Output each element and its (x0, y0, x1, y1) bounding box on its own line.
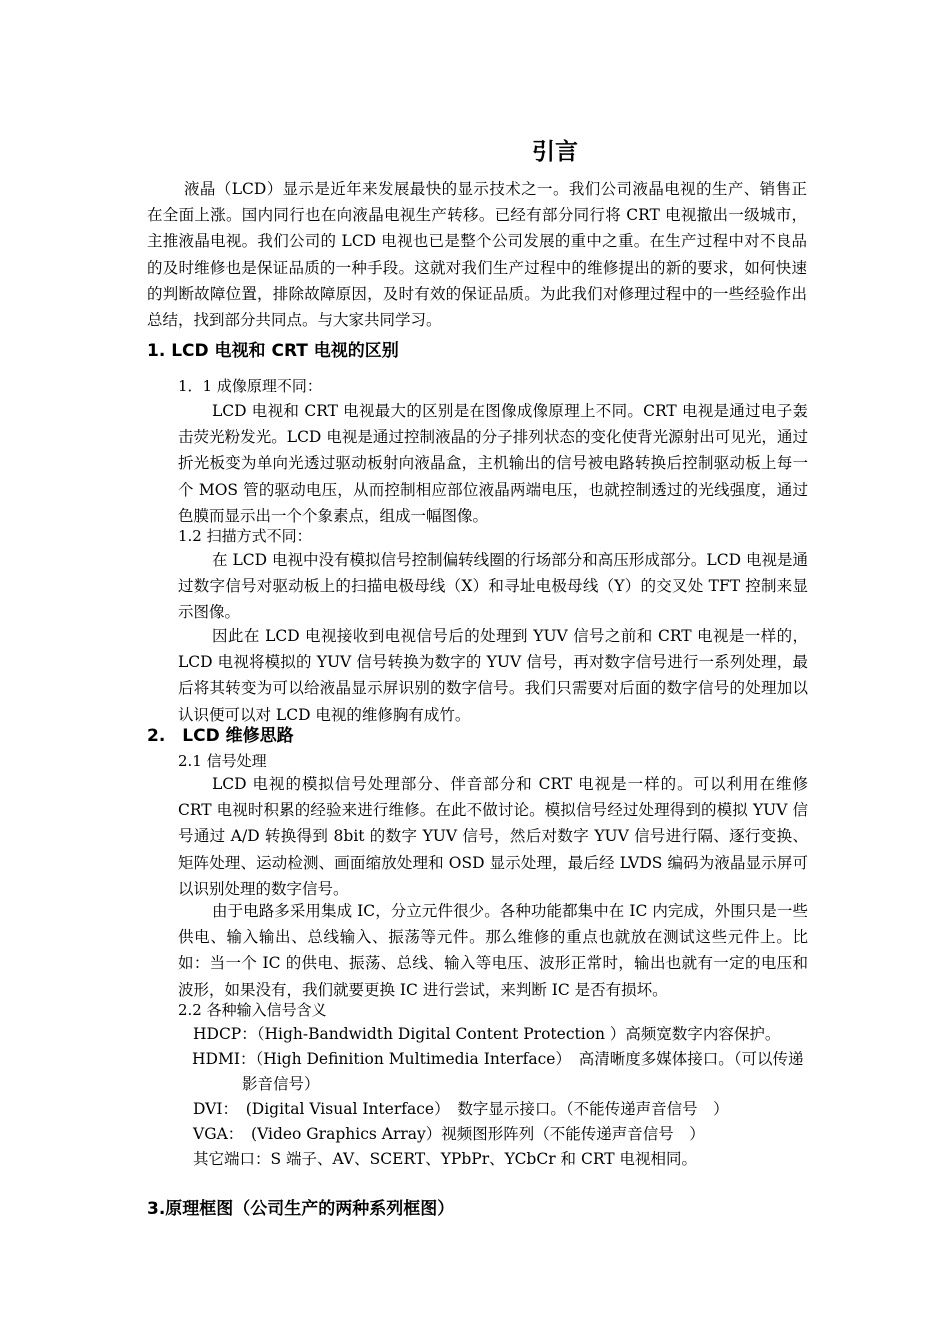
section-1-2-paragraph-1: 在 LCD 电视中没有模拟信号控制偏转线圈的行场部分和高压形成部分。LCD 电视是通过数字信号对驱动板上的扫描电极母线（X）和寻址电极母线（Y）的交叉处 TFT 控制来显示图像。 (178, 551, 808, 622)
section-2-2-heading: 2.2 各种输入信号含义 (178, 1001, 327, 1019)
intro-paragraph: 液晶（LCD）显示是近年来发展最快的显示技术之一。我们公司液晶电视的生产、销售正在全面上涨。国内同行也在向液晶电视生产转移。已经有部分同行将 CRT 电视撤出一级城市，主推液晶电视。我们公司的 LCD 电视也已是整个公司发展的重中之重。在生产过程中对不良品的及时维修也是保证品质的一种手段。这就对我们生产过程中的维修提出的新的要求，如何快速的判断故障位置，排除故障原因，及时有效的保证品质。为此我们对修理过程中的一些经验作出总结，找到部分共同点。与大家共同学习。 (147, 180, 807, 330)
section-1-2-paragraph-2: 因此在 LCD 电视接收到电视信号后的处理到 YUV 信号之前和 CRT 电视是一样的，LCD 电视将模拟的 YUV 信号转换为数字的 YUV 信号，再对数字信号进行一系列处理，最后将其转变为可以给液晶显示屏识别的数字信号。我们只需要对后面的数字信号的处理加以认识便可以对 LCD 电视的维修胸有成竹。 (178, 627, 808, 724)
port-dvi: DVI： (Digital Visual Interface） 数字显示接口。（不能传递声音信号 ） (193, 1100, 729, 1118)
section-1-1-heading: 1．1 成像原理不同： (178, 377, 322, 395)
section-2-heading: 2. LCD 维修思路 (147, 726, 294, 746)
section-3-heading: 3.原理框图（公司生产的两种系列框图） (147, 1199, 455, 1219)
section-1-2-heading: 1.2 扫描方式不同： (178, 527, 312, 545)
section-1-heading: 1. LCD 电视和 CRT 电视的区别 (147, 341, 399, 361)
section-2-1-paragraph-1: LCD 电视的模拟信号处理部分、伴音部分和 CRT 电视是一样的。可以利用在维修 CRT 电视时积累的经验来进行维修。在此不做讨论。模拟信号经过处理得到的模拟 YUV 信号通过 A/D 转换得到 8bit 的数字 YUV 信号，然后对数字 YUV 信号进行隔、逐行变换、矩阵处理、运动检测、画面缩放处理和 OSD 显示处理，最后经 LVDS 编码为液晶显示屏可以识别处理的数字信号。 (178, 775, 808, 898)
section-1-1-paragraph: LCD 电视和 CRT 电视最大的区别是在图像成像原理上不同。CRT 电视是通过电子轰击荧光粉发光。LCD 电视是通过控制液晶的分子排列状态的变化使背光源射出可见光，通过折光板变为单向光透过驱动板射向液晶盒，主机输出的信号被电路转换后控制驱动板上每一个 MOS 管的驱动电压，从而控制相应部位液晶两端电压，也就控制透过的光线强度，通过色膜而显示出一个个象素点，组成一幅图像。 (178, 402, 808, 525)
port-vga: VGA： (Video Graphics Array）视频图形阵列（不能传递声音信号 ） (193, 1125, 705, 1143)
section-2-1-paragraph-2: 由于电路多采用集成 IC，分立元件很少。各种功能都集中在 IC 内完成，外围只是一些供电、输入输出、总线输入、振荡等元件。那么维修的重点也就放在测试这些元件上。比如：当一个 IC 的供电、振荡、总线、输入等电压、波形正常时，输出也就有一定的电压和波形，如果没有，我们就要更换 IC 进行尝试，来判断 IC 是否有损坏。 (178, 902, 808, 999)
page-title: 引言 (532, 139, 578, 165)
port-other: 其它端口：S 端子、AV、SCERT、YPbPr、YCbCr 和 CRT 电视相同。 (193, 1150, 698, 1168)
port-hdcp: HDCP：（High-Bandwidth Digital Content Protection ）高频宽数字内容保护。 (193, 1025, 781, 1043)
port-hdmi: HDMI：（High Definition Multimedia Interface） 高清晰度多媒体接口。（可以传递影音信号） (192, 1050, 804, 1093)
section-2-1-heading: 2.1 信号处理 (178, 752, 267, 770)
